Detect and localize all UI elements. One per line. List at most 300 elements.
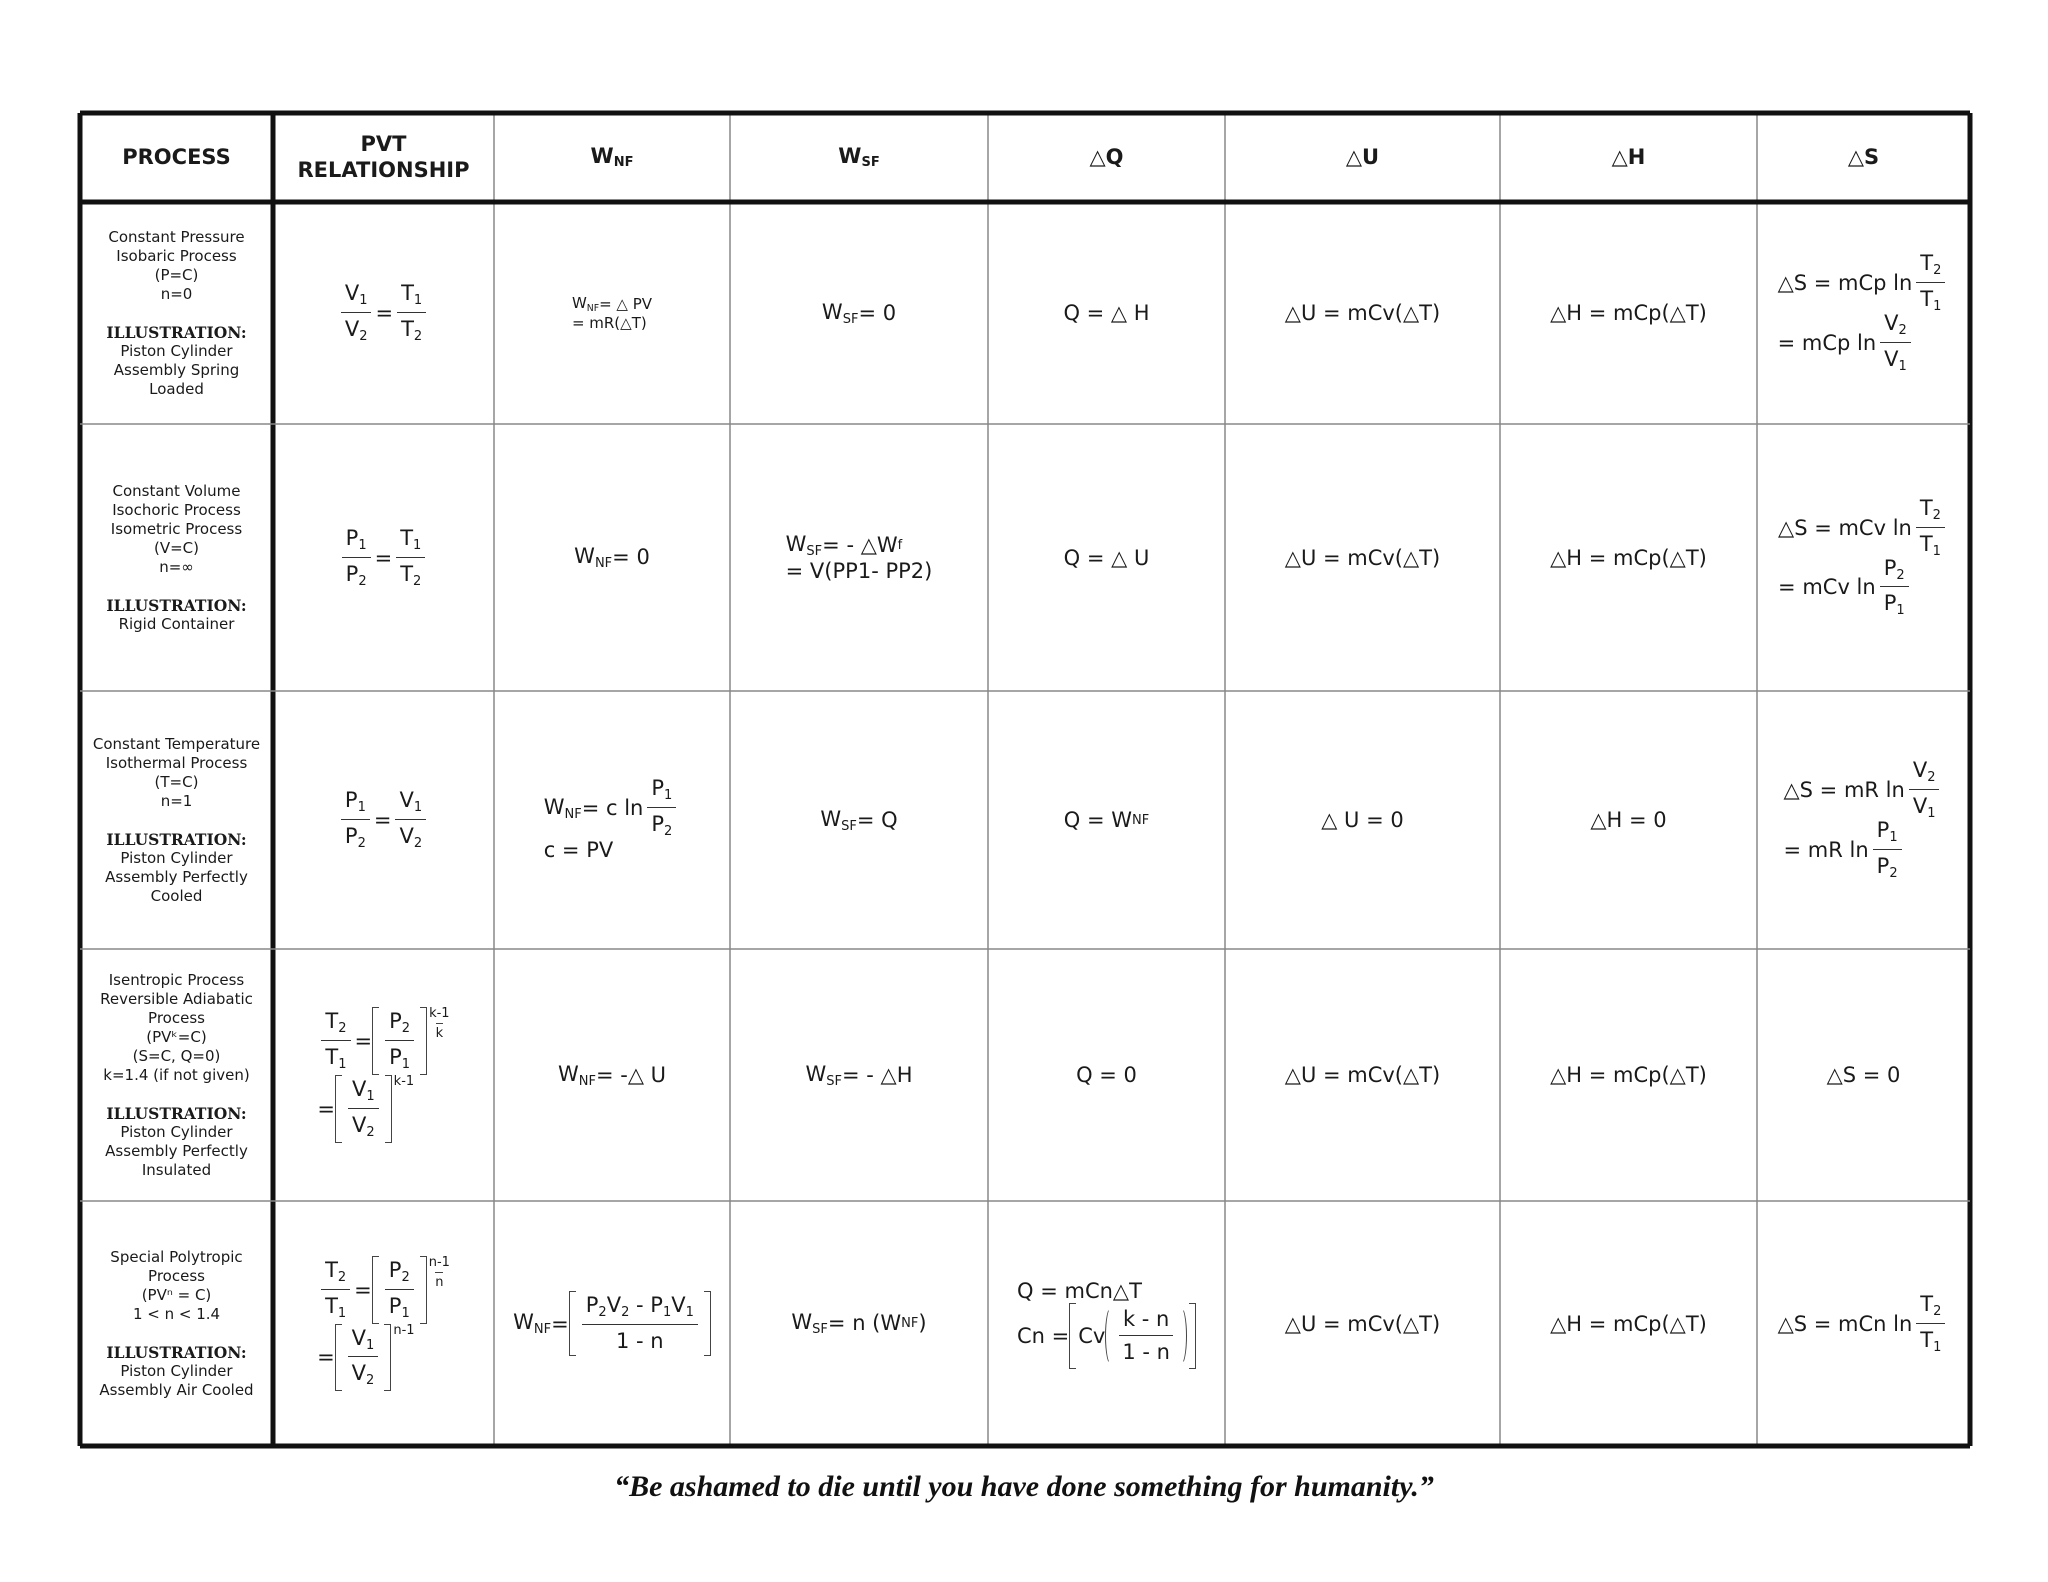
subscript: 2 <box>401 1021 411 1037</box>
subscript: 1 <box>337 1305 347 1321</box>
math-stack <box>544 778 681 862</box>
bracket <box>372 1007 427 1075</box>
math-row <box>1076 1063 1137 1087</box>
process-line: 1 < n < 1.4 <box>132 1304 221 1323</box>
math-row <box>1784 760 1944 820</box>
math-text: W <box>543 794 565 819</box>
numerator <box>1880 555 1909 588</box>
symbol <box>651 812 673 839</box>
math-row <box>1285 1312 1440 1336</box>
symbol-base: $P_2$ <box>651 812 673 839</box>
dq-isobaric <box>988 202 1225 424</box>
math-stack <box>317 1007 449 1143</box>
process-line: Isochoric Process <box>112 500 241 519</box>
eq-wrap <box>317 1097 335 1121</box>
fraction <box>1873 820 1902 880</box>
symbol <box>1912 794 1936 821</box>
math-row <box>338 525 430 589</box>
symbol-base: $P_1$ <box>345 525 367 553</box>
process-line: n=0 <box>160 284 193 303</box>
header-dh <box>1500 113 1757 202</box>
symbol <box>1876 853 1898 881</box>
math-text: = Q <box>856 807 898 832</box>
symbol-base: $P_1$ <box>651 776 673 803</box>
math-row <box>1063 301 1149 325</box>
math-row <box>317 1324 450 1392</box>
math-text: △S = mCp ln <box>1777 271 1913 296</box>
math-row <box>1827 1063 1901 1087</box>
process-line: (PVⁿ = C) <box>141 1285 212 1304</box>
process-line: Constant Temperature <box>92 734 261 753</box>
dq-polytropic <box>988 1201 1225 1446</box>
exponent <box>394 1075 415 1088</box>
fraction <box>396 525 425 589</box>
pvt-isentropic <box>273 949 494 1201</box>
math-text: W <box>791 1310 813 1335</box>
process-cell-1 <box>80 202 273 424</box>
subscript: 1 <box>1898 358 1907 374</box>
symbol <box>1920 1291 1942 1319</box>
math-text: Cv <box>1078 1323 1106 1348</box>
math-row <box>1285 1063 1440 1087</box>
symbol-base: $V_1$ <box>344 281 368 308</box>
header-stack <box>298 132 470 182</box>
math-text: △U = mCv(△T) <box>1284 545 1441 570</box>
math-text: △S = mCv ln <box>1778 515 1912 540</box>
symbol-base: $V_2$ <box>344 317 368 344</box>
process-cell-3 <box>80 691 273 949</box>
symbol <box>351 1325 375 1353</box>
header-label: △H <box>1611 144 1646 169</box>
subscript: 1 <box>338 1056 347 1072</box>
symbol <box>1884 311 1907 338</box>
header-dq <box>988 113 1225 202</box>
symbol <box>344 824 366 851</box>
illustration-label: ILLUSTRATION: <box>106 322 247 342</box>
fraction <box>582 1295 698 1352</box>
process-line: (T=C) <box>154 772 199 791</box>
symbol-base: $P_2$ <box>1883 555 1905 583</box>
symbol-base: $T_1$ <box>1920 287 1942 314</box>
wnf-isothermal <box>494 691 730 949</box>
subscript: 2 <box>366 1124 375 1140</box>
dq-isothermal <box>988 691 1225 949</box>
symbol <box>345 525 367 553</box>
subscript: 1 <box>1933 298 1942 314</box>
process-cell-4 <box>80 949 273 1201</box>
process-line: Process <box>148 1008 205 1027</box>
math-text: NF <box>564 806 582 822</box>
subscript: 1 <box>366 1337 375 1353</box>
symbol <box>1920 287 1942 314</box>
pvt-isothermal <box>273 691 494 949</box>
process-line: Constant Volume <box>112 481 241 500</box>
symbol <box>400 561 422 589</box>
wsf-isothermal <box>730 691 988 949</box>
symbol <box>325 1257 347 1285</box>
subscript: 2 <box>338 1021 347 1037</box>
bracket <box>335 1324 392 1392</box>
symbol <box>388 1257 410 1285</box>
symbol <box>325 1293 347 1321</box>
denominator <box>341 820 370 850</box>
math-row <box>1285 546 1440 570</box>
header-du <box>1225 113 1500 202</box>
process-cell-2 <box>80 424 273 691</box>
symbol-base: $V_2$ <box>399 824 423 851</box>
math-text: Q = W <box>1063 808 1132 832</box>
symbol-base: $P_2$ <box>344 824 366 851</box>
math-text: NF <box>586 302 600 314</box>
math-text: = V(P <box>785 558 846 583</box>
denominator <box>395 820 426 850</box>
math-text: W <box>838 144 862 169</box>
du-cell-4 <box>1225 949 1500 1201</box>
header-ds <box>1757 113 1970 202</box>
symbol-base: P2 <box>898 558 925 583</box>
math-text: △U = mCv(△T) <box>1284 1311 1441 1336</box>
wsf-isentropic <box>730 949 988 1201</box>
math-row <box>806 1062 913 1089</box>
math-stack <box>1784 760 1944 880</box>
symbol-base: $T_1$ <box>401 281 423 308</box>
symbol <box>1883 555 1905 583</box>
subscript: 1 <box>413 292 423 308</box>
numerator <box>1916 495 1945 528</box>
math-row <box>1550 1312 1707 1336</box>
math-text: W <box>820 806 842 831</box>
fraction <box>395 790 426 850</box>
subscript: 1 <box>358 537 367 553</box>
header-label: △Q <box>1089 144 1124 169</box>
wnf-isentropic <box>494 949 730 1201</box>
symbol <box>345 561 367 589</box>
wsf-isochoric <box>730 424 988 691</box>
process-line: n=1 <box>160 791 193 810</box>
symbol-base: $V_1$ <box>1884 346 1907 374</box>
denominator <box>1916 1324 1945 1354</box>
symbol-base: $V_1$ <box>1912 794 1936 821</box>
symbol-base: $P_2$ <box>1876 853 1898 881</box>
subscript: f <box>897 537 903 553</box>
header-wsf <box>730 113 988 202</box>
symbol-base: $T_1$ <box>1919 531 1941 559</box>
symbol <box>1876 818 1898 845</box>
symbol <box>325 1045 347 1072</box>
numerator <box>1916 253 1945 283</box>
subscript: 1 <box>1932 543 1941 559</box>
math-text: Q = △ H <box>1063 301 1150 325</box>
numerator-text: $P_2V_2 - P_1V_1$ <box>585 1293 694 1320</box>
fraction <box>1909 760 1940 820</box>
subscript: 2 <box>401 1269 410 1285</box>
denominator <box>321 1041 350 1071</box>
process-line: (V=C) <box>153 538 199 557</box>
subscript: 2 <box>1927 770 1936 786</box>
subscript: 2 <box>1932 507 1941 523</box>
ds-polytropic <box>1757 1201 1970 1446</box>
subscript: 1 <box>1889 829 1898 845</box>
denominator <box>1916 283 1945 313</box>
math-row <box>558 1062 666 1089</box>
paren <box>1105 1307 1187 1365</box>
subscript: 2 <box>413 573 422 589</box>
wsf-isobaric <box>730 202 988 424</box>
numerator <box>1909 760 1940 790</box>
symbol-base: $P_1$ <box>1883 591 1905 619</box>
fraction <box>1880 313 1911 373</box>
symbol <box>400 525 422 553</box>
subscript: 2 <box>358 573 367 589</box>
denominator <box>1880 587 1909 617</box>
math-text: = mR ln <box>1783 837 1869 862</box>
dq-isochoric <box>988 424 1225 691</box>
math-text: W <box>590 144 614 169</box>
subscript: 2 <box>1896 567 1905 583</box>
dh-cell-4 <box>1500 949 1757 1201</box>
subscript: NF <box>901 1315 919 1331</box>
illustration-label: ILLUSTRATION: <box>106 595 247 615</box>
math-text: ) <box>918 1311 927 1336</box>
subscript: 1 <box>401 1056 411 1072</box>
ds-isentropic <box>1757 949 1970 1201</box>
math-row <box>337 283 430 343</box>
math-text: = c ln <box>581 796 644 820</box>
denominator <box>1118 1336 1174 1363</box>
subscript: 2 <box>357 835 366 851</box>
illustration-line: Loaded <box>149 379 204 398</box>
math-text: W <box>574 544 595 569</box>
math-stack <box>1778 495 1949 619</box>
subscript: 1 <box>664 787 673 803</box>
w-symbol <box>572 294 599 314</box>
symbol-base: $T_2$ <box>401 317 423 344</box>
subscript: 2 <box>337 1269 347 1285</box>
denominator <box>385 1041 414 1071</box>
denominator <box>1909 790 1940 820</box>
header-process <box>80 113 273 202</box>
pvt-isochoric <box>273 424 494 691</box>
subscript: NF <box>1132 812 1150 828</box>
exponent <box>393 1324 414 1337</box>
symbol-base: $P_2$ <box>388 1257 410 1285</box>
symbol <box>344 281 368 308</box>
math-text: W <box>805 1061 827 1086</box>
numerator <box>342 525 371 558</box>
symbol-base: $P_2$ <box>389 1009 411 1037</box>
numerator <box>647 778 676 808</box>
dh-cell-5 <box>1500 1201 1757 1446</box>
subscript: 1 <box>1927 805 1936 821</box>
math-row <box>1778 555 1949 619</box>
exponent-den: n <box>435 1274 444 1290</box>
math-text: - P <box>871 558 899 583</box>
illustration-line: Piston Cylinder <box>120 1122 233 1141</box>
equals-sign: = <box>373 808 392 832</box>
symbol-base: $T_2$ <box>1919 495 1941 523</box>
math-stack <box>572 294 652 332</box>
header-label: △S <box>1847 144 1880 169</box>
subscript: 2 <box>366 1373 375 1389</box>
math-text: SF <box>861 155 880 171</box>
math-text: △S = mR ln <box>1783 778 1905 803</box>
process-line: Isentropic Process <box>108 970 245 989</box>
numerator-text: k - n <box>1122 1306 1170 1331</box>
math-row <box>1017 1279 1196 1303</box>
math-stack <box>317 1256 450 1392</box>
math-row <box>1064 546 1150 570</box>
fraction <box>647 778 676 838</box>
math-row <box>1590 808 1666 832</box>
pvt-isobaric <box>273 202 494 424</box>
math-row <box>1778 313 1950 373</box>
math-row <box>317 1256 450 1324</box>
symbol-base: $V_1$ <box>352 1077 375 1104</box>
symbol-base: $P_1$ <box>388 1293 410 1321</box>
math-text: W <box>821 299 843 324</box>
symbol <box>1919 531 1941 559</box>
symbol <box>399 824 423 851</box>
symbol-base: $V_2$ <box>1912 758 1936 786</box>
wnf-isochoric <box>494 424 730 691</box>
denominator <box>647 808 676 838</box>
illustration-label: ILLUSTRATION: <box>106 829 247 849</box>
fraction <box>348 1079 379 1139</box>
numerator <box>321 1011 350 1041</box>
symbol <box>344 788 366 815</box>
math-row <box>1017 1303 1196 1369</box>
fraction <box>1916 253 1945 313</box>
symbol-base: $P_1$ <box>389 1045 411 1072</box>
header-label: PROCESS <box>122 144 231 169</box>
illustration-line: Assembly Perfectly <box>105 867 248 886</box>
denominator <box>385 1290 414 1320</box>
subscript: 1 <box>413 537 422 553</box>
math-row <box>1777 1291 1950 1355</box>
exponent-num: k-1 <box>429 1006 450 1022</box>
numerator <box>1880 313 1911 343</box>
wsf-polytropic <box>730 1201 988 1446</box>
pvt-polytropic <box>273 1201 494 1446</box>
math-text: = 0 <box>612 545 650 570</box>
math-row <box>1285 301 1440 325</box>
math-row <box>574 544 650 571</box>
exponent: k-1 <box>393 1074 415 1089</box>
symbol-base: $V_2$ <box>1884 311 1907 338</box>
numerator <box>1119 1306 1173 1336</box>
math-text: NF <box>613 155 634 171</box>
math-text: Q = mCn△T <box>1017 1278 1142 1303</box>
numerator <box>396 525 425 558</box>
math-row <box>1321 808 1404 832</box>
process-line: k=1.4 (if not given) <box>103 1065 250 1084</box>
numerator <box>341 790 370 820</box>
symbol-base: $P_1$ <box>1876 818 1898 845</box>
math-row <box>337 790 430 850</box>
symbol <box>1884 346 1907 374</box>
math-row <box>786 559 933 583</box>
symbol <box>1883 591 1905 619</box>
math-row <box>1064 808 1149 832</box>
math-row <box>1550 1063 1707 1087</box>
subscript: 1 <box>1933 1339 1942 1355</box>
symbol <box>1919 495 1941 523</box>
math-text: △H = mCp(△T) <box>1550 1063 1707 1087</box>
dh-cell-1 <box>1500 202 1757 424</box>
w-symbol <box>574 544 612 571</box>
w-symbol <box>820 807 857 834</box>
fraction <box>342 525 371 589</box>
symbol <box>401 317 423 344</box>
symbol-base: $V_2$ <box>352 1112 375 1140</box>
dh-cell-2 <box>1500 424 1757 691</box>
math-text: △H = mCp(△T) <box>1550 301 1707 325</box>
symbol-base: $V_1$ <box>399 788 423 815</box>
math-row <box>572 294 652 314</box>
symbol-base: P1 <box>845 558 872 583</box>
eq-wrap <box>374 808 392 832</box>
eq-wrap <box>317 1345 335 1369</box>
illustration-label: ILLUSTRATION: <box>106 1103 247 1123</box>
bracket <box>335 1075 392 1143</box>
process-cell-5 <box>80 1201 273 1446</box>
equals-sign: = <box>317 1096 336 1121</box>
math-row <box>791 1310 926 1337</box>
numerator <box>348 1079 379 1109</box>
symbol-base: $T_1$ <box>325 1045 347 1072</box>
exponent <box>429 1256 450 1289</box>
w-symbol <box>786 532 823 559</box>
bracket <box>372 1256 427 1324</box>
fraction <box>1880 555 1909 619</box>
w-symbol <box>791 1310 828 1337</box>
symbol-base: $T_2$ <box>400 561 422 589</box>
numerator <box>385 1011 414 1041</box>
symbol-base: $T_1$ <box>1920 1327 1942 1355</box>
illustration-label: ILLUSTRATION: <box>106 1342 247 1362</box>
fraction <box>1916 495 1945 559</box>
illustration-line: Cooled <box>150 886 203 905</box>
math-text: NF <box>533 1321 552 1337</box>
wnf-polytropic <box>494 1201 730 1446</box>
math-text: = mR(△T) <box>571 313 647 332</box>
symbol-base: $T_2$ <box>325 1009 347 1037</box>
numerator <box>348 1325 379 1358</box>
math-row <box>1550 546 1707 570</box>
symbol <box>352 1077 375 1104</box>
math-row <box>786 532 933 559</box>
symbol-base: $T_1$ <box>325 1293 347 1321</box>
du-cell-2 <box>1225 424 1500 691</box>
math-text: △U = mCv(△T) <box>1284 1063 1441 1087</box>
numerator <box>321 1257 350 1290</box>
w-symbol <box>544 795 582 822</box>
fraction <box>341 283 372 343</box>
symbol <box>401 281 423 308</box>
equals-sign: = <box>317 1345 335 1370</box>
subscript: 2 <box>359 328 368 344</box>
math-row <box>572 314 652 332</box>
equals-sign: = <box>354 1277 372 1302</box>
symbol-base: $T_2$ <box>1920 1291 1942 1319</box>
symbol <box>388 1293 410 1321</box>
denominator <box>348 1357 379 1387</box>
math-stack <box>1017 1279 1196 1369</box>
subscript: 2 <box>1933 1303 1942 1319</box>
illustration-line: Assembly Perfectly <box>105 1141 248 1160</box>
math-row <box>1550 301 1707 325</box>
header-label <box>591 144 634 171</box>
